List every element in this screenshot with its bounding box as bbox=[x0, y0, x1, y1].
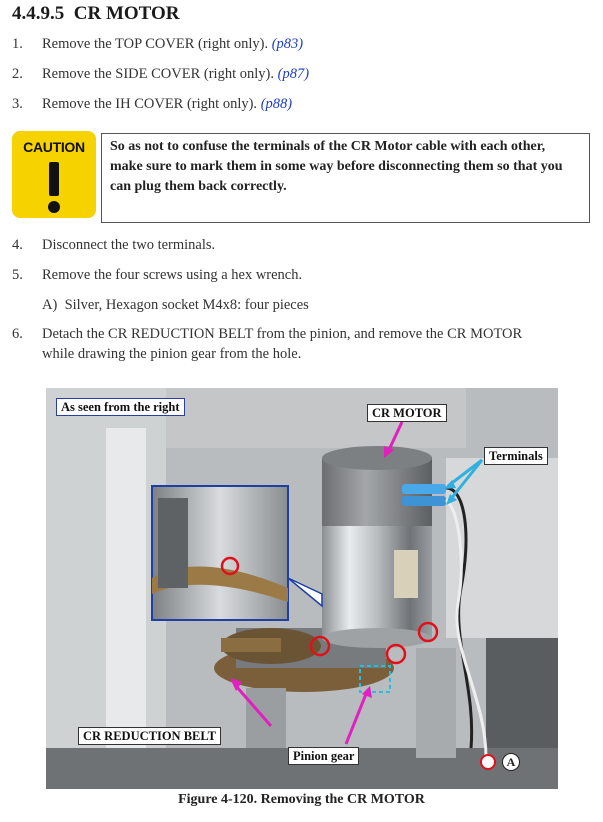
step-4 bbox=[12, 237, 215, 254]
step-6 bbox=[12, 326, 522, 343]
step-1 bbox=[12, 36, 303, 53]
legend-red-circle-icon bbox=[480, 754, 496, 770]
section-title bbox=[12, 3, 179, 25]
view-label: As seen from the right bbox=[56, 398, 185, 416]
caution-icon-label: CAUTION bbox=[23, 139, 85, 155]
step-text: Remove the TOP COVER (right only). bbox=[42, 36, 269, 52]
step-2 bbox=[12, 66, 309, 83]
step-text: Detach the CR REDUCTION BELT from the pinion, and remove the CR MOTOR bbox=[42, 326, 523, 342]
step-text: Remove the IH COVER (right only). bbox=[42, 96, 258, 112]
section-name: CR MOTOR bbox=[73, 3, 180, 24]
step-number: 6. bbox=[12, 326, 23, 342]
section-number: 4.4.9.5 bbox=[12, 3, 65, 24]
caution-icon bbox=[12, 131, 96, 218]
substep-letter: A) bbox=[42, 297, 58, 313]
page-reference-link[interactable]: (p87) bbox=[277, 66, 310, 82]
step-5 bbox=[12, 267, 302, 284]
motor-label: CR MOTOR bbox=[367, 404, 447, 422]
step-6-continuation: while drawing the pinion gear from the hole. bbox=[42, 346, 302, 362]
step-text: Remove the four screws using a hex wrench. bbox=[42, 267, 303, 283]
figure-caption: Figure 4-120. Removing the CR MOTOR bbox=[178, 792, 425, 807]
step-text: Remove the SIDE COVER (right only). bbox=[42, 66, 274, 82]
substep-text: Silver, Hexagon socket M4x8: four pieces bbox=[64, 297, 309, 313]
substep-a bbox=[42, 297, 309, 314]
step-3 bbox=[12, 96, 292, 113]
page-reference-link[interactable]: (p83) bbox=[271, 36, 304, 52]
legend-letter: A bbox=[502, 753, 520, 771]
step-number: 5. bbox=[12, 267, 23, 283]
exclamation-bar bbox=[49, 162, 59, 196]
terminals-label: Terminals bbox=[484, 447, 548, 465]
caution-text: So as not to confuse the terminals of the CR Motor cable with each other, make sure to mark them in some way before disconnecting them so that you can plug them back correctly. bbox=[101, 133, 590, 223]
exclamation-dot bbox=[48, 201, 60, 213]
step-number: 2. bbox=[12, 66, 23, 82]
belt-label: CR REDUCTION BELT bbox=[78, 727, 221, 745]
step-text: Disconnect the two terminals. bbox=[42, 237, 216, 253]
step-number: 4. bbox=[12, 237, 23, 253]
pinion-label: Pinion gear bbox=[288, 747, 359, 765]
step-number: 1. bbox=[12, 36, 23, 52]
step-number: 3. bbox=[12, 96, 23, 112]
page-reference-link[interactable]: (p88) bbox=[260, 96, 293, 112]
